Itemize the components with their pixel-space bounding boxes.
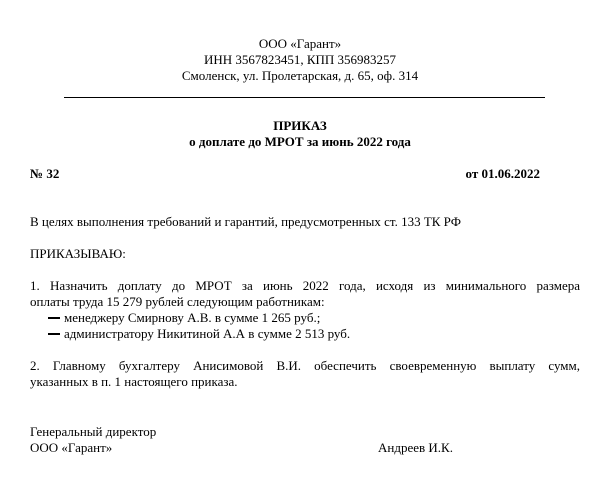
- document-subtitle: о доплате до МРОТ за июнь 2022 года: [189, 134, 411, 149]
- item2-line2: указанных в п. 1 настоящего приказа.: [30, 374, 238, 389]
- signature-org: ООО «Гарант»: [30, 440, 113, 455]
- org-address: Смоленск, ул. Пролетарская, д. 65, оф. 314: [181, 68, 419, 83]
- item1-line1: 1. Назначить доплату до МРОТ за июнь 2022 года, исходя из минимального размера: [30, 278, 580, 293]
- item1-sub2: [48, 326, 350, 342]
- item1-line2: оплаты труда 15 279 рублей следующим работникам:: [30, 294, 325, 309]
- dash-bullet-icon: [48, 317, 60, 319]
- order-date: от 01.06.2022: [465, 166, 540, 181]
- item1-sub2-text: администратору Никитиной А.А в сумме 2 513 руб.: [64, 326, 351, 341]
- org-name: ООО «Гарант»: [258, 36, 342, 51]
- document-title: ПРИКАЗ: [273, 118, 327, 133]
- signature-name: Андреев И.К.: [378, 440, 453, 455]
- item2-line1: 2. Главному бухгалтеру Анисимовой В.И. обеспечить своевременную выплату сумм,: [30, 358, 580, 373]
- item1-sub1: [48, 310, 320, 326]
- signature-position: Генеральный директор: [30, 424, 157, 439]
- order-word: ПРИКАЗЫВАЮ:: [30, 246, 126, 261]
- dash-bullet-icon: [48, 333, 60, 335]
- item1-sub1-text: менеджеру Смирнову А.В. в сумме 1 265 руб.;: [64, 310, 321, 325]
- preamble-text: В целях выполнения требований и гарантий, предусмотренных ст. 133 ТК РФ: [30, 214, 461, 229]
- header-divider: [64, 97, 545, 98]
- order-number: № 32: [30, 166, 60, 181]
- org-inn-kpp: ИНН 3567823451, КПП 356983257: [203, 52, 397, 67]
